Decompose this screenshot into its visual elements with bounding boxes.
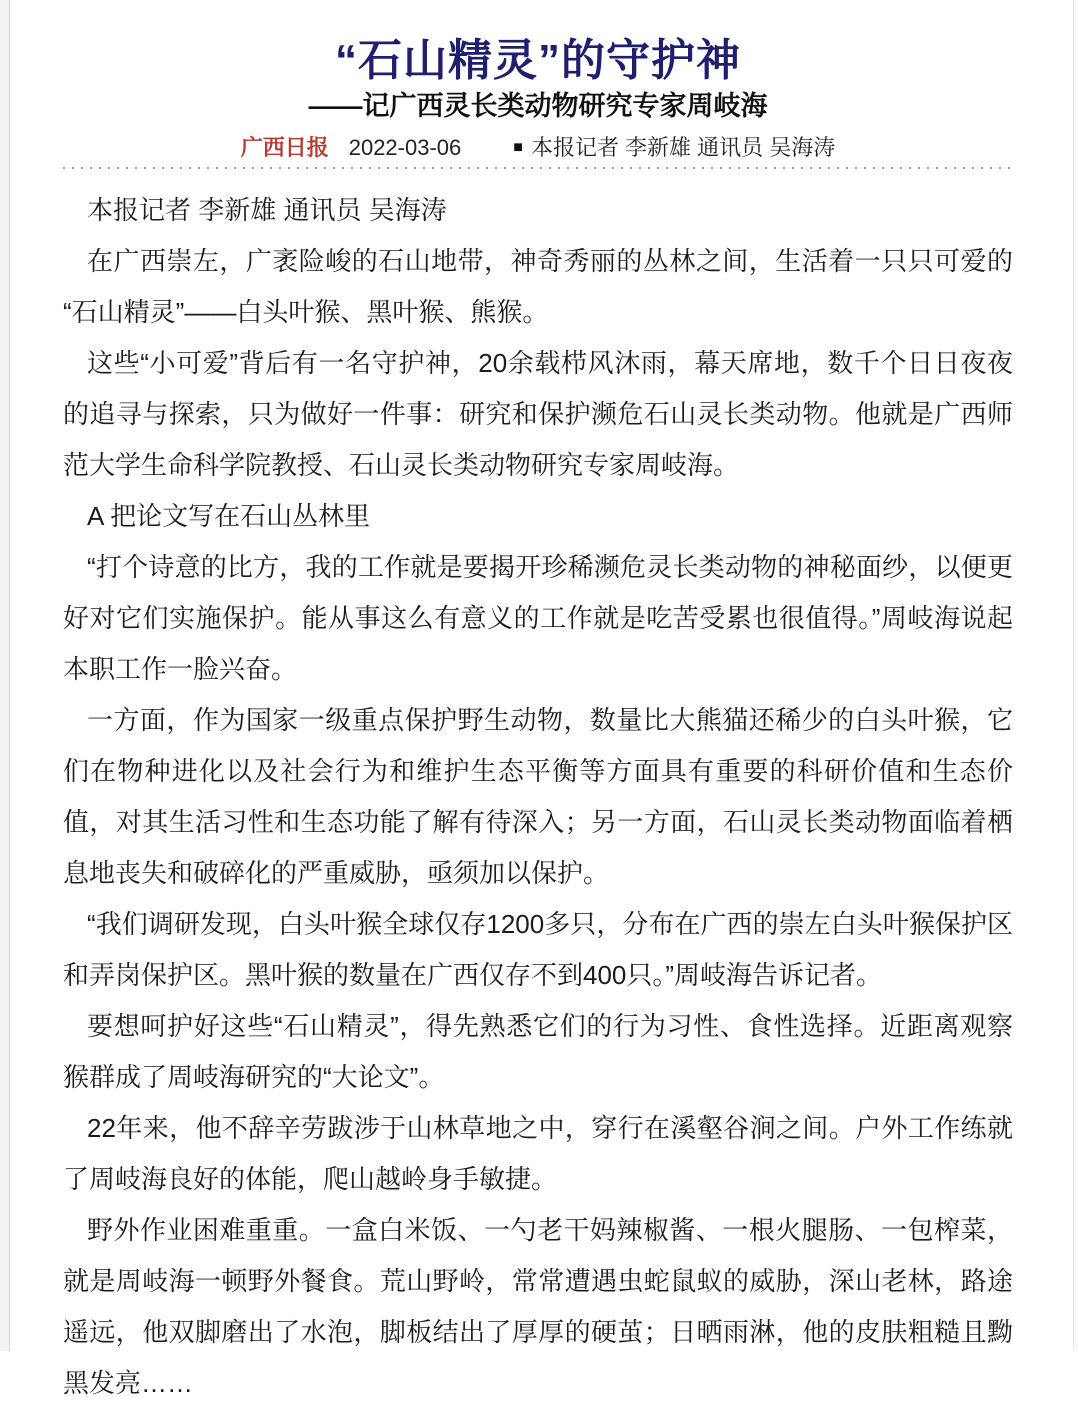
dotted-divider	[63, 167, 1013, 169]
article-paragraph: 一方面，作为国家一级重点保护野生动物，数量比大熊猫还稀少的白头叶猴，它们在物种进化以及社会行为和维护生态平衡等方面具有重要的科研价值和生态价值，对其生活习性和生态功能了解有待深入；另一方面，石山灵长类动物面临着栖息地丧失和破碎化的严重威胁，亟须加以保护。	[63, 705, 1013, 888]
article-paragraph: 这些“小可爱”背后有一名守护神，20余载栉风沐雨，幕天席地，数千个日日夜夜的追寻与探索，只为做好一件事：研究和保护濒危石山灵长类动物。他就是广西师范大学生命科学院教授、石山灵长类动物研究专家周岐海。	[63, 348, 1013, 480]
square-bullet-icon: ■	[513, 139, 523, 156]
article-paragraph: “打个诗意的比方，我的工作就是要揭开珍稀濒危灵长类动物的神秘面纱，以便更好对它们实施保护。能从事这么有意义的工作就是吃苦受累也很值得。”周岐海说起本职工作一脸兴奋。	[63, 552, 1013, 684]
article-paragraph: A 把论文写在石山丛林里	[87, 501, 371, 531]
article-subtitle: ——记广西灵长类动物研究专家周岐海	[308, 91, 768, 121]
source-name: 广西日报	[240, 135, 329, 160]
article-paragraph: 野外作业困难重重。一盒白米饭、一勺老干妈辣椒酱、一根火腿肠、一包榨菜，就是周岐海一顿野外餐食。荒山野岭，常常遭遇虫蛇鼠蚁的威胁，深山老林，路途遥远，他双脚磨出了水泡，脚板结出了厚厚的硬茧；日晒雨淋，他的皮肤粗糙且黝黑发亮……	[63, 1215, 1013, 1398]
publish-date: 2022-03-06	[348, 135, 462, 160]
article-paragraph: “我们调研发现，白头叶猴全球仅存1200多只，分布在广西的崇左白头叶猴保护区和弄岗保护区。黑叶猴的数量在广西仅存不到400只。”周岐海告诉记者。	[63, 909, 1013, 990]
reporters-line	[513, 133, 835, 163]
article-body	[63, 185, 1013, 1409]
article-meta-row	[63, 133, 1013, 163]
article-title: “石山精灵”的守护神	[335, 36, 741, 85]
article-paragraph: 22年来，他不辞辛劳跋涉于山林草地之中，穿行在溪壑谷涧之间。户外工作练就了周岐海良好的体能，爬山越岭身手敏捷。	[63, 1113, 1013, 1194]
article-paragraph: 要想呵护好这些“石山精灵”，得先熟悉它们的行为习性、食性选择。近距离观察猴群成了周岐海研究的“大论文”。	[63, 1011, 1013, 1092]
reporters-text: 本报记者 李新雄 通讯员 吴海涛	[530, 135, 836, 160]
article-paragraph: 本报记者 李新雄 通讯员 吴海涛	[87, 195, 447, 225]
article-paragraph: 在广西崇左，广袤险峻的石山地带，神奇秀丽的丛林之间，生活着一只只可爱的“石山精灵”——白头叶猴、黑叶猴、熊猴。	[63, 246, 1013, 327]
